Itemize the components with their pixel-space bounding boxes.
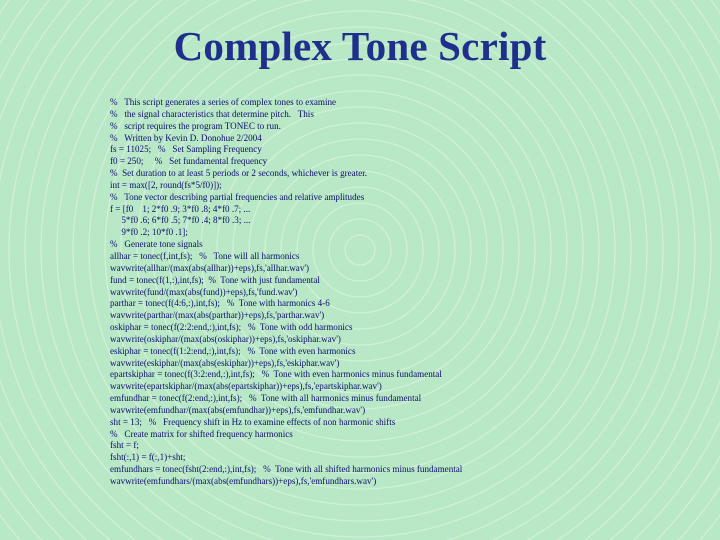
script-line: epartskiphar = tonec(f(3:2:end,:),int,fs); % Tone with even harmonics minus fundamental xyxy=(110,369,442,380)
script-line: wavwrite(oskiphar/(max(abs(oskiphar))+eps),fs,'oskiphar.wav') xyxy=(110,333,341,344)
script-line: % Create matrix for shifted frequency harmonics xyxy=(110,428,293,439)
script-line: wavwrite(emfundhars/(max(abs(emfundhars))+eps),fs,'emfundhars.wav') xyxy=(110,476,377,486)
script-line: int = max([2, round(fs*5/f0)]); xyxy=(110,179,222,190)
script-line: emfundhars = tonec(fsht(2:end,:),int,fs); % Tone with all shifted harmonics minus fundamental xyxy=(110,464,463,475)
script-line: fsht(:,1) = f(:,1)+sht; xyxy=(110,452,186,463)
script-line: wavwrite(emfundhar/(max(abs(emfundhar))+eps),fs,'emfundhar.wav') xyxy=(110,404,366,415)
script-line: 9*f0 .2; 10*f0 .1]; xyxy=(110,227,188,238)
script-line: wavwrite(eskiphar/(max(abs(eskiphar))+eps),fs,'eskiphar.wav') xyxy=(110,357,340,368)
script-line: fsht = f; xyxy=(110,440,139,451)
script-line: parthar = tonec(f(4:6,:),int,fs); % Tone with harmonics 4-6 xyxy=(110,298,330,309)
script-line: % the signal characteristics that determine pitch. This xyxy=(110,108,314,119)
script-line: % script requires the program TONEC to run. xyxy=(110,120,281,131)
script-line: wavwrite(parthar/(max(abs(parthar))+eps),fs,'parthar.wav') xyxy=(110,310,325,321)
script-line: % Set duration to at least 5 periods or 2 seconds, whichever is greater. xyxy=(110,168,368,179)
script-line: wavwrite(allhar/(max(abs(allhar))+eps),fs,'allhar.wav') xyxy=(110,262,310,273)
script-line: fs = 11025; % Set Sampling Frequency xyxy=(110,144,262,155)
script-line: eskiphar = tonec(f(1:2:end,:),int,fs); % Tone with even harmonics xyxy=(110,345,356,356)
script-line: allhar = tonec(f,int,fs); % Tone will all harmonics xyxy=(110,250,300,261)
script-line: 5*f0 .6; 6*f0 .5; 7*f0 .4; 8*f0 .3; ... xyxy=(110,215,251,226)
script-line: fund = tonec(f(1,:),int,fs); % Tone with just fundamental xyxy=(110,274,320,285)
script-line: % Generate tone signals xyxy=(110,239,203,250)
script-line: emfundhar = tonec(f(2:end,:),int,fs); % Tone with all harmonics minus fundamental xyxy=(110,393,422,404)
script-line: wavwrite(fund/(max(abs(fund))+eps),fs,'fund.wav') xyxy=(110,286,298,297)
script-line: f = [f0 1; 2*f0 .9; 3*f0 .8; 4*f0 .7; ... xyxy=(110,203,251,214)
script-line: sht = 13; % Frequency shift in Hz to examine effects of non harmonic shifts xyxy=(110,416,396,427)
script-line: % This script generates a series of complex tones to examine xyxy=(110,97,337,107)
script-line: % Written by Kevin D. Donohue 2/2004 xyxy=(110,132,262,143)
script-code-block xyxy=(110,97,710,488)
slide-title: Complex Tone Script xyxy=(173,23,547,69)
script-line: % Tone vector describing partial frequencies and relative amplitudes xyxy=(110,191,365,202)
script-line: wavwrite(epartskiphar/(max(abs(epartskiphar))+eps),fs,'epartskiphar.wav') xyxy=(110,381,382,392)
script-line: f0 = 250; % Set fundamental frequency xyxy=(110,156,268,167)
script-line: oskiphar = tonec(f(2:2:end,:),int,fs); % Tone with odd harmonics xyxy=(110,322,353,333)
